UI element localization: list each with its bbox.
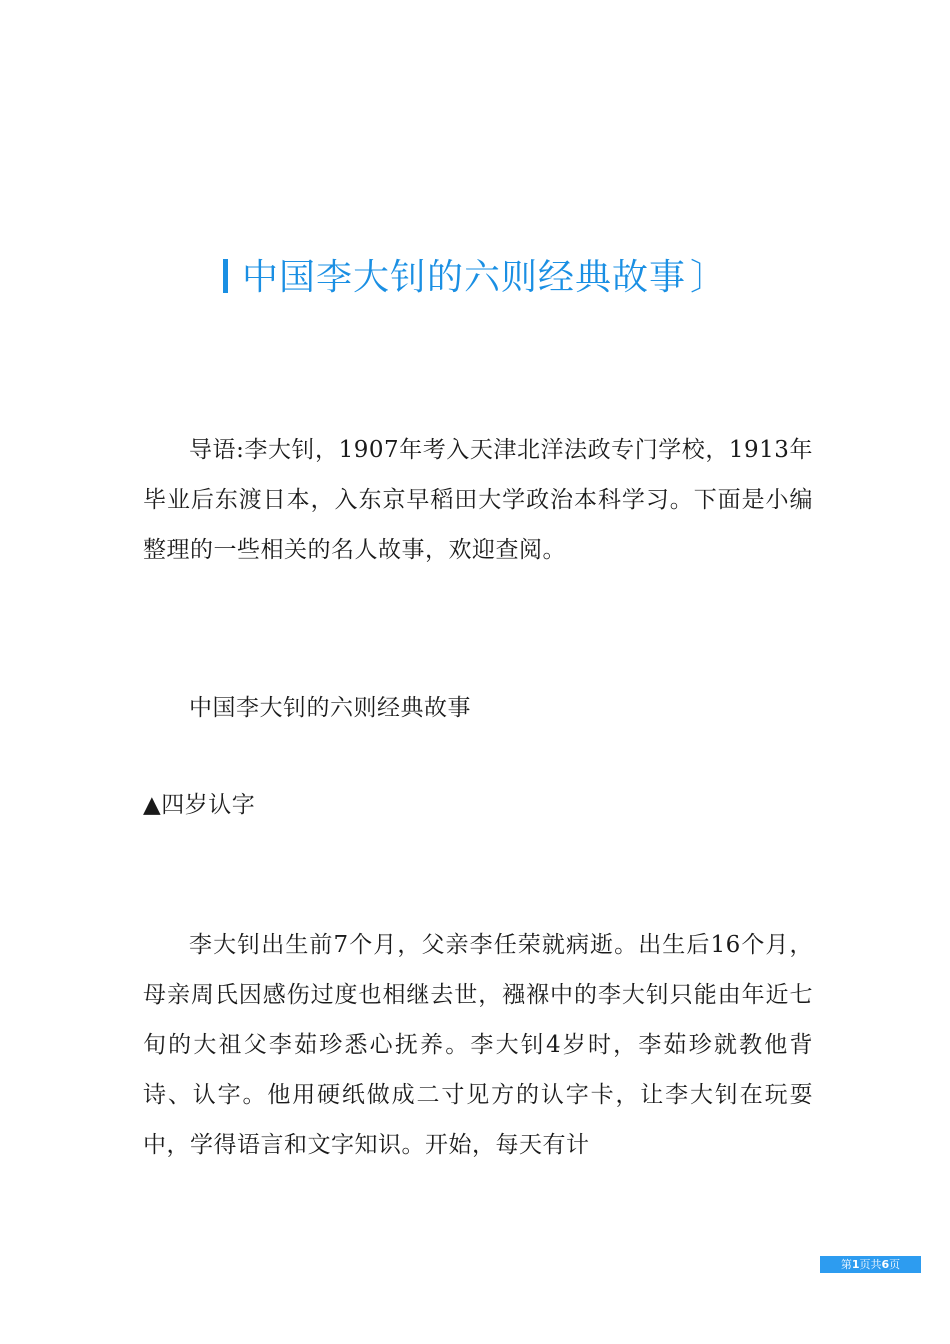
page-prefix: 第	[840, 1258, 852, 1271]
section-heading: ▲四岁认字	[143, 792, 256, 818]
document-title	[0, 252, 950, 304]
body-paragraph: 李大钊出生前7个月，父亲李任荣就病逝。出生后16个月，母亲周氏因感伤过度也相继去世，襁褓中的李大钊只能由年近七旬的大祖父李茹珍悉心抚养。李大钊4岁时，李茹珍就教他背诗、认字。他用硬纸做成二寸见方的认字卡，让李大钊在玩耍中，学得语言和文字知识。开始，每天有计	[143, 932, 813, 1158]
page-middle: 页共	[859, 1258, 882, 1271]
intro-paragraph: 导语:李大钊，1907年考入天津北洋法政专门学校，1913年毕业后东渡日本，入东京早稻田大学政治本科学习。下面是小编整理的一些相关的名人故事，欢迎查阅。	[143, 437, 813, 563]
page-number-badge	[820, 1256, 921, 1273]
total-pages-number: 6	[881, 1258, 890, 1271]
subheading: 中国李大钊的六则经典故事	[189, 695, 471, 721]
document-title-text: 中国李大钊的六则经典故事	[241, 257, 686, 298]
title-accent-bar	[223, 259, 228, 293]
page-suffix: 页	[889, 1258, 901, 1271]
current-page-number: 1	[851, 1258, 860, 1271]
title-bracket: 〕	[690, 257, 728, 298]
